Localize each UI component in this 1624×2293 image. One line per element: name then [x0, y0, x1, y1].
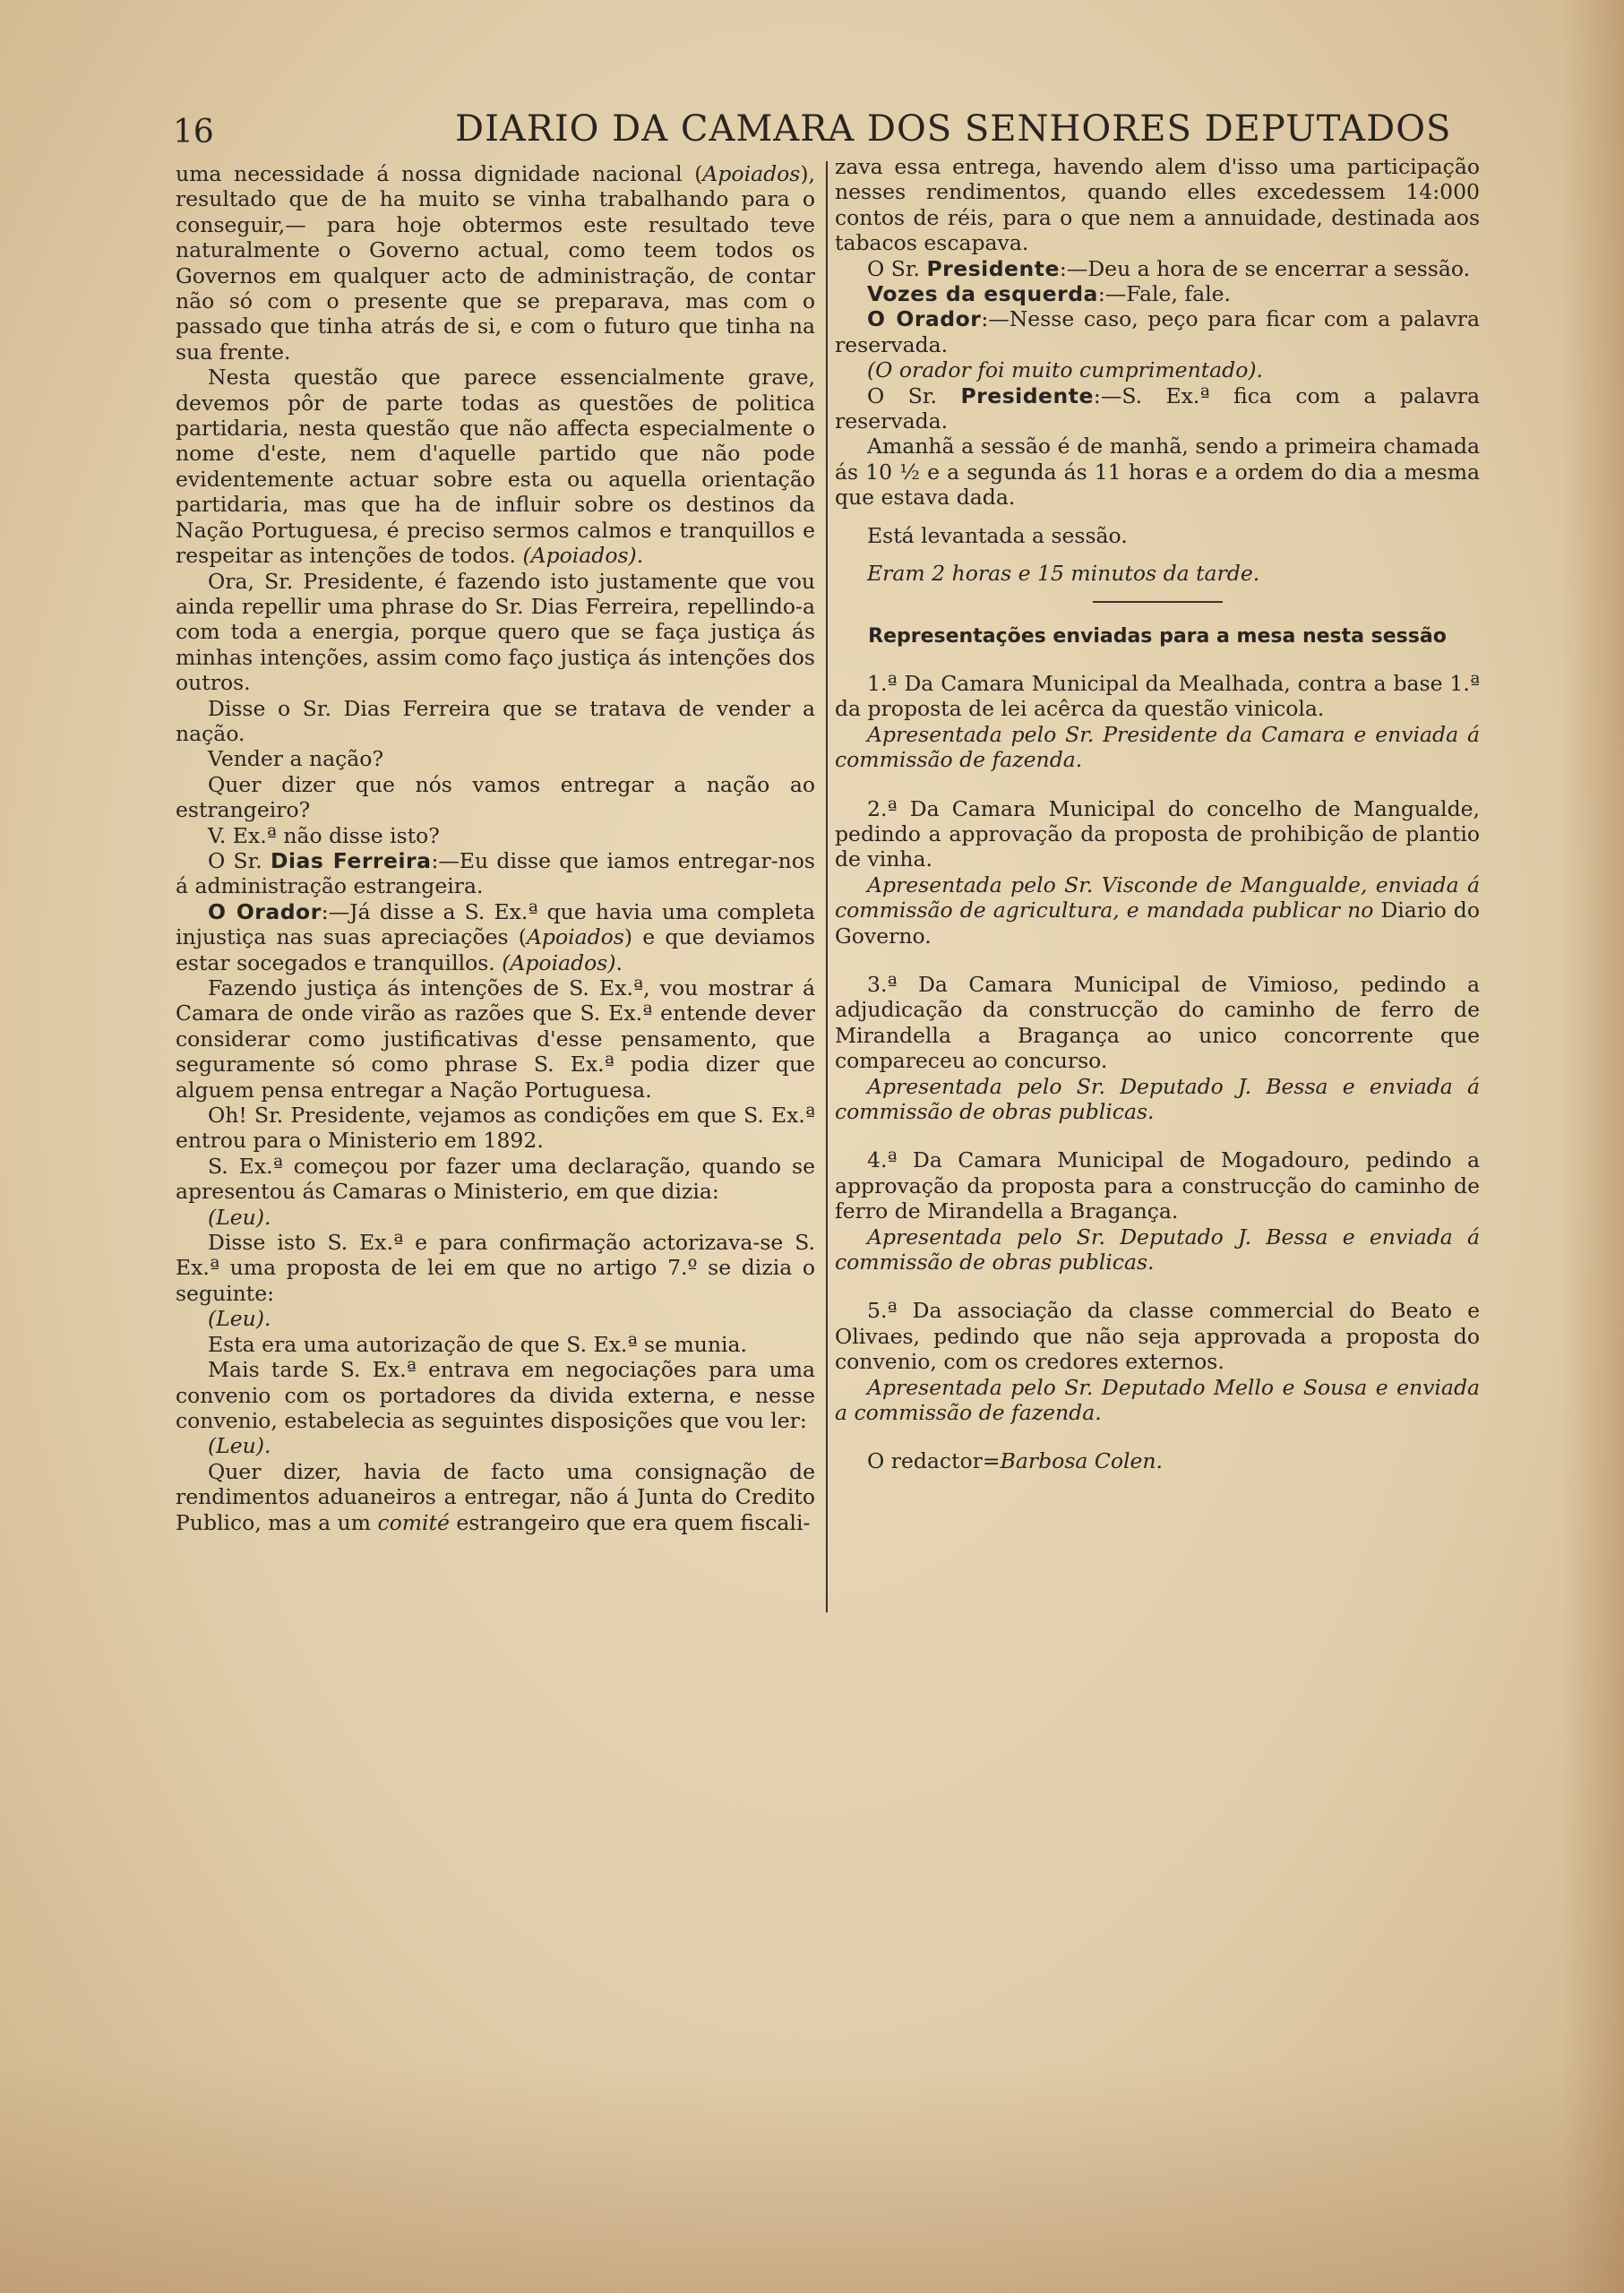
paragraph: Esta era uma autorização de que S. Ex.ª se munia. [208, 1331, 748, 1357]
speaker-paragraph: Vozes da esquerda:—Fale, fale. [867, 281, 1231, 307]
speaker-paragraph: O Orador:—Nesse caso, peço para ficar com a palavra reservada. [835, 306, 1480, 357]
paragraph: uma necessidade á nossa dignidade nacional (Apoiados), resultado que de ha muito se vinha trabalhando para o conseguir,— para hoje obtermos este resultado teve naturalmente o Governo actual, como teem todos os Governos em qualquer acto de administração, de contar não só com o presente que se preparava, mas com o passado que tinha atrás de si, e com o futuro que tinha na sua frente. [176, 161, 815, 365]
stage-note: (Leu). [208, 1204, 271, 1230]
closing-time: Eram 2 horas e 15 minutos da tarde. [867, 561, 1260, 587]
paragraph: zava essa entrega, havendo alem d'isso uma participação nesses rendimentos, quando elles excedessem 14:000 contos de réis, para o que nem a annuidade, destinada aos tabacos escapava. [835, 154, 1480, 256]
representation-note: Apresentada pelo Sr. Visconde de Mangualde, enviada á commissão de agricultura, e mandada publicar no Diario do Governo. [835, 872, 1480, 949]
stage-note: (Leu). [208, 1306, 271, 1332]
representation-item: 3.ª Da Camara Municipal de Vimioso, pedindo a adjudicação da construcção do caminho de ferro de Mirandella a Bragança ao unico concorrente que compareceu ao concurso. [835, 971, 1480, 1074]
closing-line: Está levantada a sessão. [867, 522, 1128, 548]
speaker-paragraph: O Sr. Presidente:—Deu a hora de se encerrar a sessão. [867, 255, 1471, 281]
paragraph: Mais tarde S. Ex.ª entrava em negociações para uma convenio com os portadores da divida externa, e nesse convenio, estabelecia as seguintes disposições que vou ler: [176, 1357, 815, 1433]
stage-note: (Leu). [208, 1433, 271, 1459]
representation-item: 4.ª Da Camara Municipal de Mogadouro, pedindo a approvação da proposta para a construcção do caminho de ferro de Mirandella a Bragança. [835, 1147, 1480, 1224]
paragraph: Vender a nação? [208, 746, 384, 772]
speaker-paragraph: O Sr. Presidente:—S. Ex.ª fica com a palavra reservada. [835, 382, 1480, 434]
paragraph: Nesta questão que parece essencialmente grave, devemos pôr de parte todas as questões de politica partidaria, nesta questão que não affecta especialmente o nome d'este, nem d'aquelle partido que não pode evidentemente actuar sobre esta ou aquella orientação partidaria, mas que ha de influir sobre os destinos da Nação Portuguesa, é preciso sermos calmos e tranquillos e respeitar as intenções de todos. (Apoiados). [176, 365, 815, 569]
representation-note: Apresentada pelo Sr. Deputado J. Bessa e enviada á commissão de obras publicas. [835, 1224, 1480, 1275]
speaker-name: Presidente [926, 255, 1060, 281]
speaker-name: O Orador [208, 898, 322, 924]
stage-note: (O orador foi muito cumprimentado). [867, 357, 1264, 383]
speaker-name: Vozes da esquerda [867, 281, 1098, 307]
representation-note: Apresentada pelo Sr. Deputado Mello e Sousa e enviada a commissão de fazenda. [835, 1374, 1480, 1426]
left-column [176, 161, 815, 1535]
paragraph: V. Ex.ª não disse isto? [208, 822, 440, 848]
redactor-signature: O redactor=Barbosa Colen. [867, 1448, 1164, 1474]
paragraph: Quer dizer, havia de facto uma consignação de rendimentos aduaneiros a entregar, não á Junta do Credito Publico, mas a um comité estrangeiro que era quem fiscali- [176, 1458, 815, 1535]
paper-bottom-shadow [0, 2060, 1624, 2293]
representation-item: 5.ª Da associação da classe commercial do Beato e Olivaes, pedindo que não seja approvada a proposta do convenio, com os credores externos. [835, 1298, 1480, 1375]
page-title: DIARIO DA CAMARA DOS SENHORES DEPUTADOS [455, 108, 1452, 150]
representation-item: 2.ª Da Camara Municipal do concelho de Mangualde, pedindo a approvação da proposta de prohibição de plantio de vinha. [835, 795, 1480, 872]
paragraph: Disse isto S. Ex.ª e para confirmação actorizava-se S. Ex.ª uma proposta de lei em que no artigo 7.º se dizia o seguinte: [176, 1230, 815, 1306]
paragraph: Amanhã a sessão é de manhã, sendo a primeira chamada ás 10 ½ e a segunda ás 11 horas e a ordem do dia a mesma que estava dada. [835, 434, 1480, 511]
paper-edge-shadow [1561, 0, 1624, 2293]
speaker-name: O Orador [867, 306, 982, 332]
speaker-paragraph: O Orador:—Já disse a S. Ex.ª que havia uma completa injustiça nas suas apreciações (Apoiados) e que deviamos estar socegados e tranquillos. (Apoiados). [176, 898, 815, 975]
representation-item: 1.ª Da Camara Municipal da Mealhada, contra a base 1.ª da proposta de lei acêrca da questão vinicola. [835, 670, 1480, 722]
paragraph: Fazendo justiça ás intenções de S. Ex.ª, vou mostrar á Camara de onde virão as razões que S. Ex.ª entende dever considerar como justificativas d'esse pensamento, que seguramente só como phrase S. Ex.ª podia dizer que alguem pensa entregar a Nação Portuguesa. [176, 975, 815, 1103]
speaker-name: Dias Ferreira [270, 847, 432, 873]
page-number: 16 [173, 114, 214, 150]
section-divider [1093, 601, 1223, 603]
paragraph: Ora, Sr. Presidente, é fazendo isto justamente que vou ainda repellir uma phrase do Sr. Dias Ferreira, repellindo-a com toda a energia, porque quero que se faça justiça ás minhas intenções, assim como faço justiça ás intenções dos outros. [176, 568, 815, 696]
right-column [835, 154, 1480, 1474]
speaker-paragraph: O Sr. Dias Ferreira:—Eu disse que iamos entregar-nos á administração estrangeira. [176, 847, 815, 899]
paragraph: Quer dizer que nós vamos entregar a nação ao estrangeiro? [176, 771, 815, 823]
section-title: Representações enviadas para a mesa nesta sessão [868, 624, 1447, 648]
paragraph: Oh! Sr. Presidente, vejamos as condições em que S. Ex.ª entrou para o Ministerio em 1892. [176, 1103, 815, 1154]
speaker-name: Presidente [960, 382, 1094, 408]
representation-note: Apresentada pelo Sr. Presidente da Camara e enviada á commissão de fazenda. [835, 721, 1480, 773]
representation-note: Apresentada pelo Sr. Deputado J. Bessa e enviada á commissão de obras publicas. [835, 1073, 1480, 1124]
paragraph: S. Ex.ª começou por fazer uma declaração, quando se apresentou ás Camaras o Ministerio, em que dizia: [176, 1153, 815, 1205]
paragraph: Disse o Sr. Dias Ferreira que se tratava de vender a nação. [176, 695, 815, 746]
column-divider [826, 161, 828, 1612]
